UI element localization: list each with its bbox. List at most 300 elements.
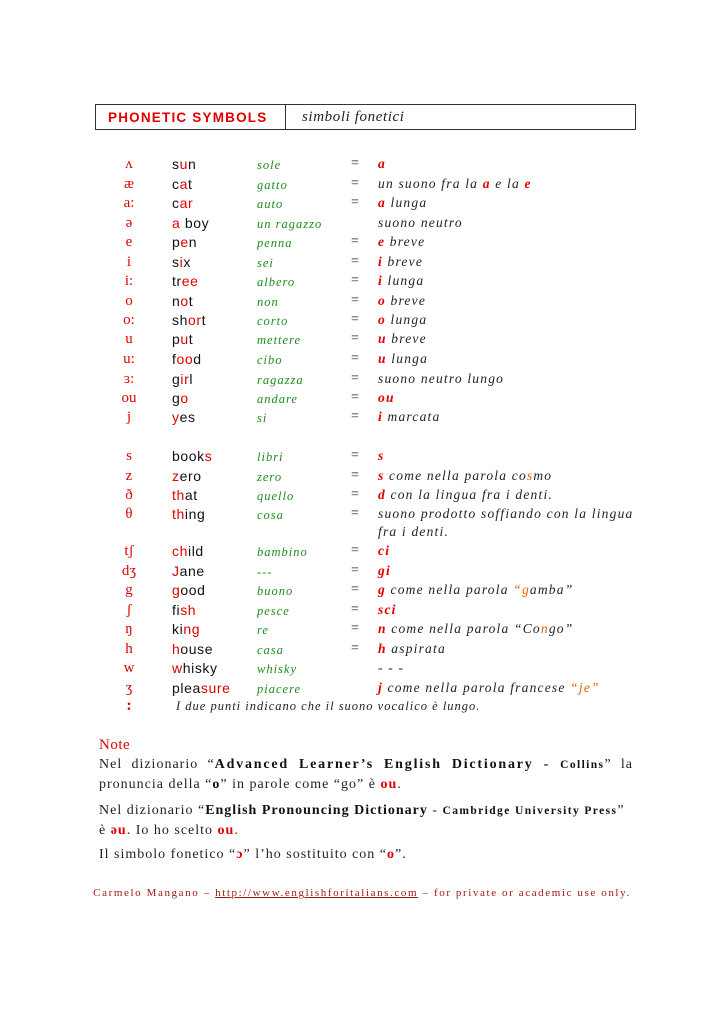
word-part: s <box>172 156 180 172</box>
word-part: es <box>179 409 196 425</box>
phonetic-symbol: θ <box>125 506 133 522</box>
phonetic-symbol: ʃ <box>126 602 132 618</box>
word-part: boy <box>180 215 210 231</box>
description-highlight: h <box>378 641 387 656</box>
note-symbol: ou <box>217 823 235 838</box>
equals-sign: = <box>351 293 359 308</box>
description-highlight: i <box>378 273 383 288</box>
description-highlight: e <box>524 176 532 191</box>
example-word <box>172 505 205 523</box>
italian-translation: pesce <box>257 604 290 618</box>
equals-sign: = <box>351 371 359 386</box>
word-part: s <box>172 254 180 270</box>
note-publisher: Cambridge University Press <box>442 805 618 817</box>
highlighted-sound: o <box>180 293 189 309</box>
note-dictionary-title: English Pronouncing Dictionary <box>205 803 428 818</box>
description-text: go” <box>548 621 574 636</box>
description-text: lunga <box>385 195 428 210</box>
description-text: suono neutro <box>378 215 463 230</box>
word-part: g <box>172 390 181 406</box>
pronunciation-description <box>378 601 397 619</box>
phonetic-symbol: ə <box>125 215 133 231</box>
description-highlight: d <box>378 487 386 502</box>
description-highlight: a <box>482 176 491 191</box>
italian-translation: cosa <box>257 508 284 522</box>
description-text: come nella parola francese <box>382 680 571 695</box>
italian-translation: mettere <box>257 333 302 347</box>
pronunciation-description <box>378 640 446 658</box>
pronunciation-description <box>378 659 404 677</box>
italian-translation: piacere <box>257 682 302 696</box>
word-part: ouse <box>180 641 214 657</box>
word-part: t <box>188 293 194 309</box>
phonetic-row <box>0 505 724 539</box>
example-word <box>172 486 198 504</box>
phonetic-symbol: ʒ <box>125 680 133 696</box>
note-text: ” la pronuncia della “ <box>99 757 633 792</box>
colon-note: I due punti indicano che il suono vocalico è lungo. <box>176 699 481 713</box>
word-part: t <box>188 176 193 192</box>
word-part: fi <box>172 602 181 618</box>
description-text: lunga <box>386 351 429 366</box>
pronunciation-description <box>378 175 532 193</box>
description-highlight: g <box>378 582 386 597</box>
note-text: ” è <box>99 803 625 838</box>
example-word <box>172 542 204 560</box>
pronunciation-description <box>378 408 440 426</box>
description-text: e la <box>490 176 525 191</box>
description-text: mo <box>533 468 553 483</box>
italian-translation: penna <box>257 236 293 250</box>
description-text: marcata <box>382 409 441 424</box>
note-text: ” in parole come “go” è <box>220 777 381 792</box>
pronunciation-description <box>378 350 428 368</box>
description-highlight: ci <box>378 543 391 558</box>
phonetic-row <box>0 447 724 467</box>
phonetic-row <box>0 389 724 409</box>
equals-sign: = <box>351 641 359 656</box>
example-word <box>172 562 205 580</box>
equals-sign: = <box>351 195 359 210</box>
highlighted-sound: y <box>172 409 180 425</box>
note-symbol: ou <box>380 777 398 792</box>
equals-sign: = <box>351 390 359 405</box>
example-word <box>172 350 202 368</box>
pronunciation-description <box>378 370 504 388</box>
pronunciation-description <box>378 486 553 504</box>
phonetic-row <box>0 292 724 312</box>
highlighted-sound: u <box>180 331 189 347</box>
highlighted-sound: i <box>179 254 184 270</box>
page-title: PHONETIC SYMBOLS <box>96 105 286 129</box>
description-highlight: a <box>378 195 386 210</box>
word-part: sh <box>172 312 188 328</box>
highlighted-sound: g <box>172 582 181 598</box>
italian-translation: sei <box>257 256 274 270</box>
phonetic-symbol: u: <box>123 351 135 367</box>
phonetic-symbol: o <box>125 293 133 309</box>
equals-sign: = <box>351 487 359 502</box>
phonetic-row <box>0 562 724 582</box>
phonetic-row <box>0 542 724 562</box>
highlighted-sound: sh <box>180 602 197 618</box>
phonetic-symbol: æ <box>123 176 134 192</box>
example-word <box>172 253 191 271</box>
highlighted-sound: th <box>172 506 185 522</box>
phonetic-row <box>0 581 724 601</box>
highlighted-sound: a <box>172 215 181 231</box>
phonetic-row <box>0 155 724 175</box>
phonetic-row <box>0 601 724 621</box>
note-paragraph-3 <box>99 845 633 865</box>
pronunciation-description <box>378 542 390 560</box>
description-highlight: “je” <box>570 680 600 695</box>
description-highlight: e <box>378 234 386 249</box>
word-part: l <box>189 371 194 387</box>
description-text: con la lingua fra i denti. <box>385 487 553 502</box>
highlighted-sound: ng <box>183 621 201 637</box>
example-word <box>172 175 193 193</box>
description-text: aspirata <box>386 641 446 656</box>
phonetic-row <box>0 214 724 234</box>
phonetic-symbol: o: <box>123 312 135 328</box>
equals-sign: = <box>351 448 359 463</box>
pronunciation-description <box>378 311 427 329</box>
description-text: breve <box>382 254 424 269</box>
phonetic-symbol: j <box>126 409 132 425</box>
italian-translation: corto <box>257 314 289 328</box>
pronunciation-description <box>378 272 424 290</box>
equals-sign: = <box>351 543 359 558</box>
italian-translation: sole <box>257 158 282 172</box>
italian-translation: whisky <box>257 662 298 676</box>
word-part: f <box>172 351 177 367</box>
footer-link[interactable]: http://www.englishforitalians.com <box>215 887 419 899</box>
phonetic-symbol: w <box>123 660 135 676</box>
description-text: come nella parola <box>385 582 514 597</box>
pronunciation-description <box>378 562 391 580</box>
phonetic-symbol: h <box>125 641 133 657</box>
equals-sign: = <box>351 176 359 191</box>
pronunciation-description <box>378 679 600 697</box>
word-part: ki <box>172 621 184 637</box>
example-word <box>172 370 193 388</box>
equals-sign: = <box>351 351 359 366</box>
description-highlight: o <box>378 293 386 308</box>
phonetic-row <box>0 175 724 195</box>
equals-sign: = <box>351 563 359 578</box>
description-text: lunga <box>385 312 428 327</box>
equals-sign: = <box>351 582 359 597</box>
pronunciation-description <box>378 194 427 212</box>
italian-translation: un ragazzo <box>257 217 323 231</box>
highlighted-sound: z <box>172 468 180 484</box>
highlighted-sound: th <box>172 487 185 503</box>
description-highlight: u <box>378 331 387 346</box>
description-highlight: s <box>378 448 385 463</box>
example-word <box>172 330 193 348</box>
description-highlight: j <box>378 680 383 695</box>
example-word <box>172 233 197 251</box>
italian-translation: ragazza <box>257 373 304 387</box>
note-symbol: ɔ <box>236 847 244 862</box>
note-symbol: əu <box>110 823 127 838</box>
phonetic-symbol: ɜ: <box>123 371 135 387</box>
highlighted-sound: h <box>172 641 181 657</box>
phonetic-row <box>0 253 724 273</box>
description-text: suono prodotto soffiando con la lingua <box>378 506 634 521</box>
word-part: p <box>172 234 181 250</box>
description-text: suono neutro lungo <box>378 371 505 386</box>
equals-sign: = <box>351 156 359 171</box>
word-part: hisky <box>182 660 218 676</box>
phonetic-row <box>0 408 724 428</box>
equals-sign: = <box>351 254 359 269</box>
note-text: . <box>397 777 402 792</box>
pronunciation-description <box>378 214 463 232</box>
description-text: un suono fra la <box>378 176 483 191</box>
description-highlight: ou <box>378 390 395 405</box>
italian-translation: quello <box>257 489 295 503</box>
phonetic-row <box>0 486 724 506</box>
pronunciation-description <box>378 253 423 271</box>
phonetic-symbol: i: <box>124 273 134 289</box>
note-text: Nel dizionario “ <box>99 803 206 818</box>
description-text: - - - <box>378 660 405 675</box>
pronunciation-description <box>378 620 573 638</box>
equals-sign: = <box>351 602 359 617</box>
phonetic-row <box>0 679 724 699</box>
equals-sign: = <box>351 621 359 636</box>
highlighted-sound: ir <box>180 371 190 387</box>
example-word <box>172 292 193 310</box>
word-part: d <box>193 351 202 367</box>
italian-translation: si <box>257 411 268 425</box>
footer-author: Carmelo Mangano – <box>93 887 216 899</box>
note-text: ” l’ho sostituito con “ <box>243 847 388 862</box>
highlighted-sound: ar <box>179 195 194 211</box>
pronunciation-description <box>378 330 427 348</box>
phonetic-row <box>0 194 724 214</box>
equals-sign: = <box>351 506 359 521</box>
equals-sign: = <box>351 312 359 327</box>
equals-sign: = <box>351 331 359 346</box>
highlighted-sound: o <box>180 390 189 406</box>
phonetic-symbol: e <box>125 234 133 250</box>
phonetic-symbol: ou <box>121 390 137 406</box>
word-part: n <box>188 234 198 250</box>
notes-heading: Note <box>99 737 131 753</box>
italian-translation: cibo <box>257 353 283 367</box>
note-publisher: Collins <box>560 759 605 771</box>
italian-translation: gatto <box>257 178 288 192</box>
phonetic-row <box>0 311 724 331</box>
highlighted-sound: w <box>172 660 183 676</box>
phonetic-symbol: u <box>125 331 133 347</box>
description-text: lunga <box>382 273 425 288</box>
italian-translation: andare <box>257 392 298 406</box>
note-dictionary-title: Advanced Learner’s English Dictionary - <box>214 757 561 772</box>
word-part: ild <box>188 543 204 559</box>
highlighted-sound: J <box>172 563 180 579</box>
phonetic-symbol: i <box>126 254 132 270</box>
word-part: p <box>172 331 181 347</box>
pronunciation-description <box>378 581 573 599</box>
word-part: ood <box>180 582 206 598</box>
highlighted-sound: e <box>180 234 189 250</box>
example-word <box>172 389 189 407</box>
note-text: ”. <box>395 847 407 862</box>
description-highlight: gi <box>378 563 391 578</box>
description-highlight: “g <box>513 582 530 597</box>
phonetic-symbol: z <box>125 468 133 484</box>
phonetic-symbol: s <box>126 448 132 464</box>
phonetic-row <box>0 370 724 390</box>
description-text: breve <box>385 293 427 308</box>
word-part: c <box>172 195 180 211</box>
description-highlight: o <box>378 312 386 327</box>
word-part: t <box>188 331 194 347</box>
word-part: x <box>183 254 191 270</box>
phonetic-row <box>0 659 724 679</box>
description-highlight: i <box>378 254 383 269</box>
highlighted-sound: sure <box>200 680 231 696</box>
italian-translation: --- <box>257 565 273 579</box>
note-paragraph-1 <box>99 755 633 795</box>
example-word <box>172 467 202 485</box>
note-text: - <box>427 803 443 818</box>
title-box <box>95 104 636 130</box>
pronunciation-description <box>378 292 426 310</box>
highlighted-sound: u <box>179 156 188 172</box>
example-word <box>172 194 193 212</box>
phonetic-row <box>0 233 724 253</box>
example-word <box>172 581 206 599</box>
phonetic-row <box>0 350 724 370</box>
note-text: . <box>234 823 239 838</box>
word-part: ane <box>179 563 205 579</box>
pronunciation-description <box>378 505 633 523</box>
italian-translation: bambino <box>257 545 308 559</box>
pronunciation-description <box>378 389 395 407</box>
equals-sign: = <box>351 468 359 483</box>
description-highlight: s <box>378 468 385 483</box>
word-part: plea <box>172 680 201 696</box>
highlighted-sound: s <box>204 448 213 464</box>
pronunciation-description <box>378 467 552 485</box>
description-text: come nella parola “Co <box>386 621 541 636</box>
highlighted-sound: ee <box>181 273 199 289</box>
description-text: breve <box>385 234 426 249</box>
description-highlight: a <box>378 156 386 171</box>
equals-sign: = <box>351 273 359 288</box>
pronunciation-description <box>378 233 425 251</box>
phonetic-row <box>0 330 724 350</box>
example-word <box>172 640 213 658</box>
phonetic-symbol: ð <box>125 487 133 503</box>
equals-sign: = <box>351 234 359 249</box>
italian-translation: re <box>257 623 269 637</box>
example-word <box>172 311 206 329</box>
note-symbol: o <box>387 847 396 862</box>
italian-translation: casa <box>257 643 284 657</box>
description-highlight: s <box>526 468 534 483</box>
example-word <box>172 679 231 697</box>
pronunciation-description-continued: fra i denti. <box>378 524 450 539</box>
word-part: at <box>184 487 198 503</box>
description-text: breve <box>386 331 427 346</box>
example-word <box>172 214 209 232</box>
footer <box>0 887 724 899</box>
phonetic-symbol: ŋ <box>125 621 133 637</box>
example-word <box>172 447 212 465</box>
highlighted-sound: or <box>188 312 202 328</box>
phonetic-symbol: tʃ <box>124 543 134 559</box>
description-highlight: i <box>378 409 383 424</box>
phonetic-symbol: ʌ <box>125 156 133 172</box>
description-highlight: sci <box>378 602 397 617</box>
italian-translation: libri <box>257 450 284 464</box>
pronunciation-description <box>378 447 384 465</box>
phonetic-row <box>0 467 724 487</box>
phonetic-symbol: a: <box>123 195 135 211</box>
word-part: ing <box>184 506 206 522</box>
example-word <box>172 155 196 173</box>
pronunciation-description <box>378 155 386 173</box>
italian-translation: buono <box>257 584 294 598</box>
equals-sign: = <box>351 409 359 424</box>
italian-translation: zero <box>257 470 283 484</box>
example-word <box>172 272 199 290</box>
phonetic-row <box>0 620 724 640</box>
note-text: . Io ho scelto <box>126 823 218 838</box>
word-part: t <box>201 312 207 328</box>
italian-translation: non <box>257 295 279 309</box>
phonetic-row <box>0 272 724 292</box>
phonetic-symbol: g <box>125 582 133 598</box>
example-word <box>172 408 196 426</box>
phonetic-row <box>0 640 724 660</box>
italian-translation: albero <box>257 275 296 289</box>
note-paragraph-2 <box>99 801 633 841</box>
word-part: ero <box>179 468 202 484</box>
note-letter: o <box>212 777 221 792</box>
word-part: c <box>172 176 180 192</box>
word-part: tr <box>172 273 182 289</box>
italian-translation: auto <box>257 197 284 211</box>
note-text: Nel dizionario “ <box>99 757 215 772</box>
footer-license: – for private or academic use only. <box>418 887 631 899</box>
description-highlight: n <box>378 621 387 636</box>
note-text: Il simbolo fonetico “ <box>99 847 237 862</box>
description-highlight: u <box>378 351 387 366</box>
highlighted-sound: ch <box>172 543 188 559</box>
highlighted-sound: oo <box>176 351 194 367</box>
example-word <box>172 620 200 638</box>
word-part: n <box>188 156 197 172</box>
description-text: come nella parola co <box>384 468 527 483</box>
example-word <box>172 601 196 619</box>
word-part: g <box>172 371 181 387</box>
page-subtitle: simboli fonetici <box>302 108 405 125</box>
word-part: n <box>172 293 181 309</box>
phonetic-symbol: dʒ <box>121 563 137 579</box>
highlighted-sound: a <box>179 176 188 192</box>
example-word <box>172 659 218 677</box>
word-part: book <box>172 448 205 464</box>
description-text: amba” <box>529 582 574 597</box>
description-highlight: n <box>540 621 549 636</box>
